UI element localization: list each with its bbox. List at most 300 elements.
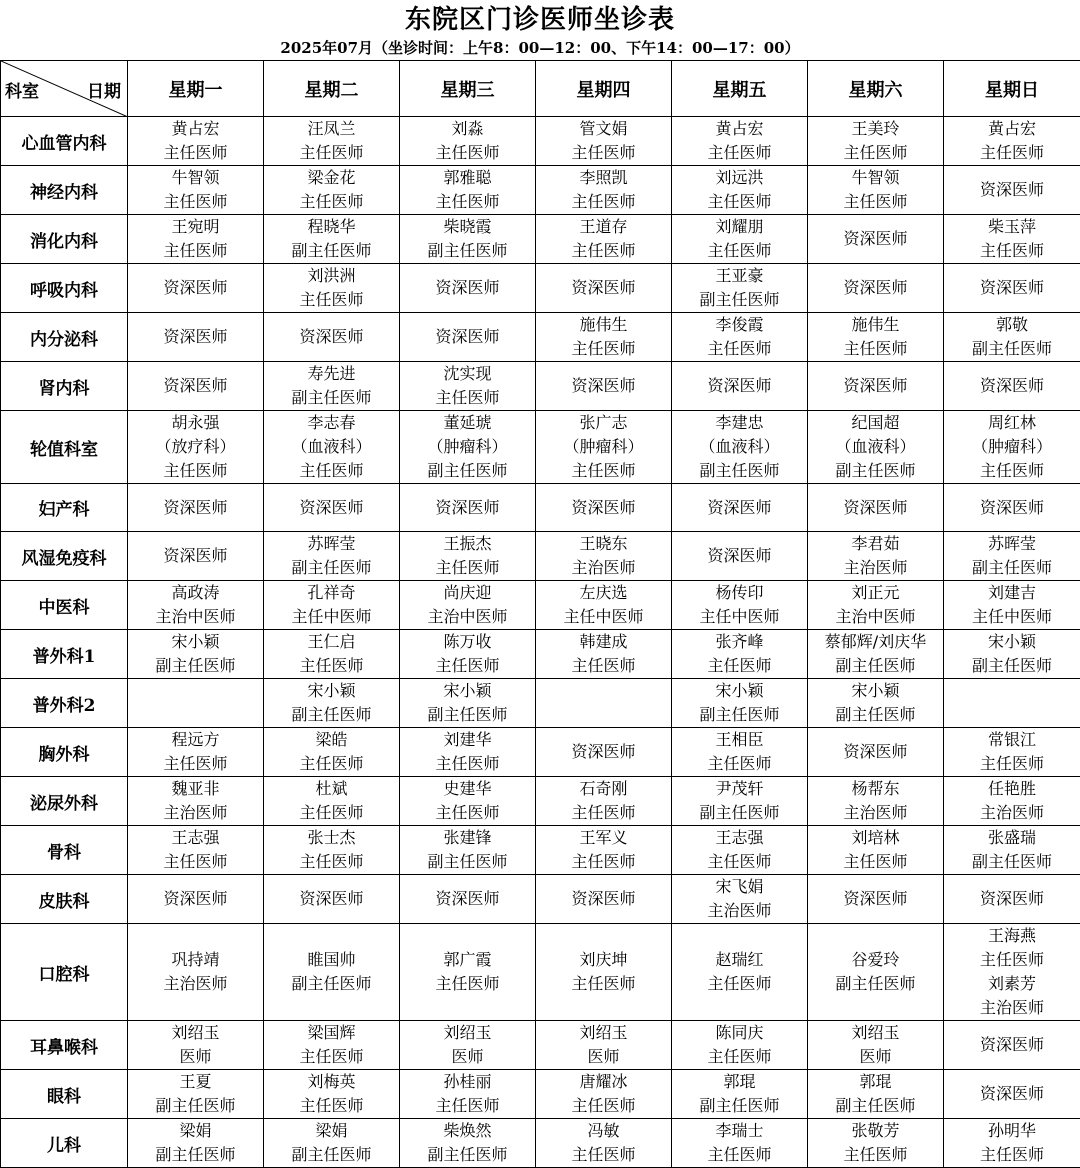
doctor-name: 资深医师	[536, 496, 671, 520]
schedule-cell	[400, 1070, 536, 1119]
doctor-name: 刘耀朋	[672, 215, 807, 239]
doctor-name: 柴焕然	[400, 1119, 535, 1143]
doctor-name: 刘绍玉	[808, 1021, 943, 1045]
doctor-name: 李志春	[264, 411, 399, 435]
doctor-name: 张敬芳	[808, 1119, 943, 1143]
schedule-cell	[536, 313, 672, 362]
schedule-cell	[536, 1021, 672, 1070]
doctor-name: 资深医师	[400, 325, 535, 349]
doctor-name: 陈同庆	[672, 1021, 807, 1045]
doctor-title: 副主任医师	[672, 801, 807, 825]
doctor-title: 主治医师	[536, 556, 671, 580]
doctor-name: 周红林	[944, 411, 1080, 435]
schedule-cell	[128, 532, 264, 581]
doctor-title: 主任医师	[536, 850, 671, 874]
schedule-cell	[400, 924, 536, 1021]
doctor-name: 王夏	[128, 1070, 263, 1094]
doctor-title: 刘素芳	[944, 972, 1080, 996]
doctor-title: 副主任医师	[264, 972, 399, 996]
schedule-cell	[808, 679, 944, 728]
schedule-cell	[536, 777, 672, 826]
doctor-title: 副主任医师	[128, 1143, 263, 1167]
doctor-title: 主任医师	[944, 1143, 1080, 1167]
doctor-name: 杨传印	[672, 581, 807, 605]
department-name: 内分泌科	[1, 313, 128, 362]
doctor-title: 主任医师	[264, 288, 399, 312]
schedule-cell	[808, 581, 944, 630]
schedule-cell	[400, 1021, 536, 1070]
doctor-name: 资深医师	[944, 374, 1080, 398]
schedule-cell	[944, 1070, 1080, 1119]
schedule-cell	[672, 215, 808, 264]
doctor-name: 张齐峰	[672, 630, 807, 654]
doctor-name: 资深医师	[944, 1033, 1080, 1057]
doctor-name: 任艳胜	[944, 777, 1080, 801]
schedule-cell	[264, 1119, 400, 1168]
doctor-title: 主任医师	[672, 972, 807, 996]
doctor-title: 副主任医师	[672, 703, 807, 727]
doctor-name: 资深医师	[808, 887, 943, 911]
schedule-cell	[672, 581, 808, 630]
doctor-title: 主治医师	[808, 801, 943, 825]
doctor-name: 尚庆迎	[400, 581, 535, 605]
doctor-title: 主治医师	[128, 972, 263, 996]
doctor-title: 主任医师	[400, 752, 535, 776]
doctor-name: 王振杰	[400, 532, 535, 556]
doctor-title: 主任医师	[264, 141, 399, 165]
schedule-cell	[128, 215, 264, 264]
schedule-cell	[536, 1070, 672, 1119]
schedule-cell	[264, 1070, 400, 1119]
doctor-name: 高政涛	[128, 581, 263, 605]
doctor-name: 牛智领	[808, 166, 943, 190]
schedule-cell	[808, 313, 944, 362]
doctor-name: 董延琥	[400, 411, 535, 435]
schedule-cell	[128, 411, 264, 484]
department-name: 普外科1	[1, 630, 128, 679]
schedule-cell	[672, 411, 808, 484]
doctor-name: 赵瑞红	[672, 948, 807, 972]
schedule-cell	[672, 117, 808, 166]
doctor-title: 主任医师	[672, 1045, 807, 1069]
department-name: 消化内科	[1, 215, 128, 264]
doctor-title: 主任中医师	[536, 605, 671, 629]
doctor-title: 主任医师	[536, 1094, 671, 1118]
doctor-title: 主任医师	[944, 141, 1080, 165]
doctor-title: （血液科）	[264, 435, 399, 459]
doctor-name: 杜斌	[264, 777, 399, 801]
doctor-name: 宋小颖	[400, 679, 535, 703]
doctor-title: 副主任医师	[808, 654, 943, 678]
schedule-cell	[944, 777, 1080, 826]
doctor-name: 资深医师	[944, 276, 1080, 300]
doctor-title: 副主任医师	[672, 288, 807, 312]
department-name: 心血管内科	[1, 117, 128, 166]
schedule-cell	[808, 215, 944, 264]
doctor-name: 汪凤兰	[264, 117, 399, 141]
doctor-name: 冯敏	[536, 1119, 671, 1143]
schedule-cell	[536, 826, 672, 875]
header-row	[1, 61, 1080, 117]
doctor-name: 刘洪洲	[264, 264, 399, 288]
schedule-cell	[128, 117, 264, 166]
table-row	[1, 117, 1080, 166]
schedule-cell	[808, 117, 944, 166]
doctor-title: 主任医师	[672, 337, 807, 361]
schedule-cell	[808, 1119, 944, 1168]
schedule-cell	[808, 362, 944, 411]
doctor-name: 王仁启	[264, 630, 399, 654]
doctor-name: 黄占宏	[944, 117, 1080, 141]
schedule-table	[0, 60, 1080, 1168]
doctor-name: 刘绍玉	[128, 1021, 263, 1045]
doctor-title: 主任医师	[264, 1094, 399, 1118]
schedule-cell	[536, 411, 672, 484]
schedule-cell	[400, 875, 536, 924]
doctor-name: 梁金花	[264, 166, 399, 190]
schedule-cell	[128, 875, 264, 924]
day-header: 星期二	[264, 61, 400, 117]
doctor-title: 主任医师	[672, 1143, 807, 1167]
schedule-cell	[400, 362, 536, 411]
schedule-cell	[808, 532, 944, 581]
doctor-title: 主任医师	[536, 654, 671, 678]
day-header: 星期三	[400, 61, 536, 117]
doctor-title: 副主任医师	[944, 654, 1080, 678]
schedule-cell	[808, 728, 944, 777]
schedule-cell	[264, 411, 400, 484]
doctor-title: 主任医师	[400, 1094, 535, 1118]
doctor-name: 梁娟	[264, 1119, 399, 1143]
doctor-title: （放疗科）	[128, 435, 263, 459]
schedule-cell	[536, 264, 672, 313]
doctor-title: 主任医师	[808, 190, 943, 214]
doctor-title: 主任医师	[672, 654, 807, 678]
schedule-cell	[808, 264, 944, 313]
doctor-title: 主任医师	[128, 141, 263, 165]
schedule-cell	[672, 777, 808, 826]
doctor-name: 刘绍玉	[536, 1021, 671, 1045]
doctor-name: 巩持靖	[128, 948, 263, 972]
doctor-title: 副主任医师	[808, 703, 943, 727]
doctor-name: 资深医师	[672, 496, 807, 520]
doctor-title: 主治中医师	[400, 605, 535, 629]
doctor-name: 刘正元	[808, 581, 943, 605]
schedule-cell	[536, 728, 672, 777]
doctor-title: 主任医师	[128, 190, 263, 214]
schedule-cell	[128, 166, 264, 215]
doctor-title: 副主任医师	[400, 850, 535, 874]
doctor-title: 副主任医师	[128, 654, 263, 678]
department-name: 泌尿外科	[1, 777, 128, 826]
schedule-cell	[264, 826, 400, 875]
doctor-name: 沈实现	[400, 362, 535, 386]
schedule-cell	[944, 484, 1080, 532]
schedule-cell	[536, 924, 672, 1021]
doctor-name: 尹茂轩	[672, 777, 807, 801]
schedule-cell	[264, 532, 400, 581]
doctor-name: 魏亚非	[128, 777, 263, 801]
doctor-name: 王相臣	[672, 728, 807, 752]
day-header: 星期一	[128, 61, 264, 117]
doctor-name: 宋飞娟	[672, 875, 807, 899]
doctor-title: 主任医师	[128, 850, 263, 874]
schedule-cell	[944, 117, 1080, 166]
doctor-name: 王志强	[672, 826, 807, 850]
schedule-cell	[944, 728, 1080, 777]
doctor-name: 苏晖莹	[944, 532, 1080, 556]
doctor-title: 主任医师	[672, 141, 807, 165]
schedule-cell	[264, 166, 400, 215]
doctor-title: 主任中医师	[672, 605, 807, 629]
doctor-name: 资深医师	[808, 496, 943, 520]
doctor-title: 主任医师	[808, 1143, 943, 1167]
doctor-title: 副主任医师	[400, 1143, 535, 1167]
department-name: 神经内科	[1, 166, 128, 215]
schedule-cell	[400, 777, 536, 826]
doctor-title: 副主任医师	[400, 239, 535, 263]
doctor-title: 主任医师	[672, 190, 807, 214]
doctor-name: 资深医师	[128, 544, 263, 568]
schedule-cell	[672, 264, 808, 313]
table-row	[1, 215, 1080, 264]
table-row	[1, 264, 1080, 313]
department-name: 肾内科	[1, 362, 128, 411]
schedule-cell	[944, 875, 1080, 924]
doctor-title: 医师	[536, 1045, 671, 1069]
table-row	[1, 313, 1080, 362]
schedule-cell	[944, 166, 1080, 215]
department-name: 皮肤科	[1, 875, 128, 924]
doctor-name: 孙明华	[944, 1119, 1080, 1143]
department-name: 胸外科	[1, 728, 128, 777]
table-row	[1, 826, 1080, 875]
doctor-name: 资深医师	[808, 740, 943, 764]
schedule-cell	[808, 630, 944, 679]
schedule-cell	[400, 215, 536, 264]
department-name: 妇产科	[1, 484, 128, 532]
doctor-name: 资深医师	[264, 496, 399, 520]
doctor-title: 主治医师	[128, 801, 263, 825]
table-row	[1, 630, 1080, 679]
schedule-cell	[944, 1119, 1080, 1168]
doctor-title: （肿瘤科）	[536, 435, 671, 459]
schedule-cell	[128, 1119, 264, 1168]
department-name: 口腔科	[1, 924, 128, 1021]
doctor-title: 副主任医师	[944, 337, 1080, 361]
schedule-cell	[672, 875, 808, 924]
table-row	[1, 484, 1080, 532]
doctor-name: 郭广霞	[400, 948, 535, 972]
doctor-title: 主任医师	[808, 850, 943, 874]
doctor-title: 主治医师	[672, 899, 807, 923]
schedule-cell	[944, 532, 1080, 581]
table-row	[1, 924, 1080, 1021]
schedule-cell	[128, 630, 264, 679]
doctor-name: 纪国超	[808, 411, 943, 435]
doctor-name: 资深医师	[944, 178, 1080, 202]
doctor-title: 主任医师	[400, 801, 535, 825]
department-name: 轮值科室	[1, 411, 128, 484]
doctor-name: 资深医师	[400, 887, 535, 911]
schedule-cell	[128, 1021, 264, 1070]
doctor-name: 资深医师	[944, 1082, 1080, 1106]
doctor-title: 副主任医师	[264, 556, 399, 580]
doctor-title: 主任医师	[264, 752, 399, 776]
doctor-title: 医师	[808, 1045, 943, 1069]
doctor-name: 孔祥奇	[264, 581, 399, 605]
department-name: 普外科2	[1, 679, 128, 728]
schedule-cell	[264, 875, 400, 924]
doctor-name: 蔡郁辉/刘庆华	[808, 630, 943, 654]
doctor-name: 寿先进	[264, 362, 399, 386]
schedule-cell	[400, 679, 536, 728]
doctor-title: 主任医师	[536, 190, 671, 214]
doctor-name: 常银江	[944, 728, 1080, 752]
doctor-title: 主任医师	[672, 239, 807, 263]
schedule-cell	[944, 679, 1080, 728]
schedule-cell	[264, 728, 400, 777]
table-row	[1, 1070, 1080, 1119]
table-row	[1, 581, 1080, 630]
doctor-title: 主任医师	[536, 459, 671, 483]
doctor-title: 主任医师	[264, 801, 399, 825]
schedule-cell	[672, 728, 808, 777]
doctor-name: 孙桂丽	[400, 1070, 535, 1094]
schedule-cell	[944, 1021, 1080, 1070]
doctor-name: 柴玉萍	[944, 215, 1080, 239]
doctor-name: 施伟生	[808, 313, 943, 337]
doctor-name: 张盛瑞	[944, 826, 1080, 850]
day-header: 星期四	[536, 61, 672, 117]
schedule-cell	[536, 117, 672, 166]
table-row	[1, 1021, 1080, 1070]
doctor-name: 张广志	[536, 411, 671, 435]
schedule-cell	[128, 777, 264, 826]
doctor-name: 李君茹	[808, 532, 943, 556]
schedule-cell	[672, 1021, 808, 1070]
department-name: 风湿免疫科	[1, 532, 128, 581]
doctor-name: 刘建吉	[944, 581, 1080, 605]
doctor-title: 主任中医师	[944, 605, 1080, 629]
doctor-title: 主任医师	[128, 752, 263, 776]
doctor-title: 主任医师	[536, 972, 671, 996]
schedule-cell	[400, 532, 536, 581]
schedule-cell	[264, 215, 400, 264]
schedule-cell	[128, 484, 264, 532]
doctor-title: 副主任医师	[264, 703, 399, 727]
doctor-title: 医师	[128, 1045, 263, 1069]
doctor-name: 宋小颖	[128, 630, 263, 654]
schedule-cell	[128, 679, 264, 728]
schedule-cell	[264, 924, 400, 1021]
schedule-cell	[536, 166, 672, 215]
doctor-title: 主任医师	[808, 141, 943, 165]
doctor-name: 李建忠	[672, 411, 807, 435]
schedule-cell	[128, 313, 264, 362]
schedule-cell	[264, 362, 400, 411]
table-row	[1, 777, 1080, 826]
schedule-cell	[944, 362, 1080, 411]
doctor-name: 资深医师	[128, 374, 263, 398]
corner-date-label: 日期	[87, 77, 121, 102]
schedule-cell	[808, 484, 944, 532]
schedule-cell	[672, 166, 808, 215]
schedule-cell	[264, 630, 400, 679]
schedule-cell	[672, 484, 808, 532]
doctor-name: 管文娟	[536, 117, 671, 141]
schedule-cell	[400, 728, 536, 777]
schedule-cell	[944, 313, 1080, 362]
doctor-title: 副主任医师	[400, 703, 535, 727]
schedule-cell	[128, 581, 264, 630]
day-header: 星期日	[944, 61, 1080, 117]
doctor-title: 副主任医师	[264, 239, 399, 263]
doctor-name: 王海燕	[944, 924, 1080, 948]
schedule-cell	[536, 532, 672, 581]
schedule-cell	[808, 924, 944, 1021]
schedule-cell	[400, 166, 536, 215]
doctor-title: 主任医师	[264, 654, 399, 678]
doctor-name: 柴晓霞	[400, 215, 535, 239]
doctor-name: 宋小颖	[672, 679, 807, 703]
doctor-title: 副主任医师	[672, 1094, 807, 1118]
doctor-name: 刘培林	[808, 826, 943, 850]
doctor-title: 主任医师	[944, 752, 1080, 776]
table-row	[1, 1119, 1080, 1168]
doctor-title: （肿瘤科）	[400, 435, 535, 459]
doctor-name: 王美玲	[808, 117, 943, 141]
schedule-cell	[944, 411, 1080, 484]
schedule-cell	[400, 264, 536, 313]
doctor-name: 陈万收	[400, 630, 535, 654]
schedule-cell	[536, 215, 672, 264]
doctor-name: 梁娟	[128, 1119, 263, 1143]
schedule-cell	[128, 826, 264, 875]
schedule-cell	[672, 532, 808, 581]
doctor-title: 主任医师	[808, 337, 943, 361]
schedule-cell	[672, 313, 808, 362]
doctor-name: 王晓东	[536, 532, 671, 556]
doctor-name: 李俊霞	[672, 313, 807, 337]
schedule-cell	[672, 1119, 808, 1168]
schedule-cell	[944, 215, 1080, 264]
schedule-cell	[672, 1070, 808, 1119]
doctor-title: 主任医师	[536, 801, 671, 825]
schedule-cell	[264, 581, 400, 630]
doctor-title: 副主任医师	[672, 459, 807, 483]
schedule-cell	[128, 362, 264, 411]
corner-dept-label: 科室	[5, 77, 39, 102]
page-subtitle: 2025年07月（坐诊时间：上午8：00—12：00、下午14：00—17：00）	[0, 36, 1080, 60]
doctor-name: 资深医师	[264, 325, 399, 349]
department-name: 眼科	[1, 1070, 128, 1119]
doctor-title: 主任医师	[536, 1143, 671, 1167]
doctor-title: 副主任医师	[808, 1094, 943, 1118]
schedule-cell	[400, 826, 536, 875]
doctor-name: 资深医师	[808, 276, 943, 300]
doctor-name: 程远方	[128, 728, 263, 752]
day-header: 星期五	[672, 61, 808, 117]
doctor-name: 王亚豪	[672, 264, 807, 288]
schedule-cell	[536, 875, 672, 924]
doctor-title: （肿瘤科）	[944, 435, 1080, 459]
doctor-name: 王道存	[536, 215, 671, 239]
doctor-name: 资深医师	[808, 374, 943, 398]
schedule-cell	[536, 362, 672, 411]
doctor-name: 郭敬	[944, 313, 1080, 337]
schedule-cell	[400, 1119, 536, 1168]
